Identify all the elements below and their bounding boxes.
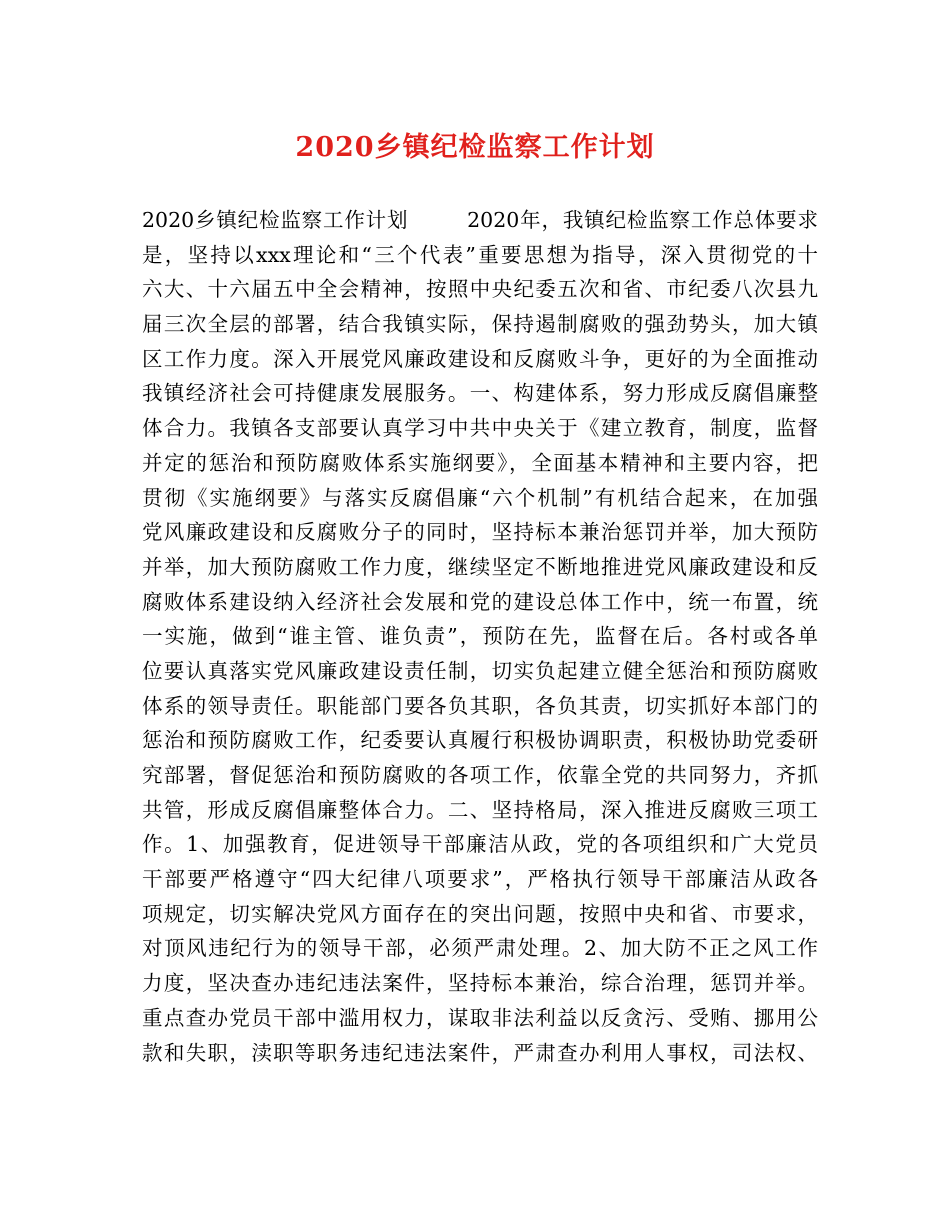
body-line: 体系的领导责任。职能部门要各负其职，各负其责，切实抓好本部门的 xyxy=(142,693,818,718)
body-line: 并举，加大预防腐败工作力度，继续坚定不断地推进党风廉政建设和反 xyxy=(142,554,818,579)
body-line: 党风廉政建设和反腐败分子的同时，坚持标本兼治惩罚并举，加大预防 xyxy=(142,520,818,545)
body-line: 区工作力度。深入开展党风廉政建设和反腐败斗争，更好的为全面推动 xyxy=(142,346,818,371)
body-line: 腐败体系建设纳入经济社会发展和党的建设总体工作中，统一布置，统 xyxy=(142,589,818,614)
body-line: 力度，坚决查办违纪违法案件，坚持标本兼治，综合治理，惩罚并举。 xyxy=(142,971,818,996)
body-line: 贯彻《实施纲要》与落实反腐倡廉“六个机制”有机结合起来，在加强 xyxy=(142,485,818,510)
body-line: 届三次全层的部署，结合我镇实际，保持遏制腐败的强劲势头，加大镇 xyxy=(142,312,818,337)
body-line: 并定的惩治和预防腐败体系实施纲要》，全面基本精神和主要内容，把 xyxy=(142,450,818,475)
body-line: 六大、十六届五中全会精神，按照中央纪委五次和省、市纪委八次县九 xyxy=(142,277,818,302)
body-line: 位要认真落实党风廉政建设责任制，切实负起建立健全惩治和预防腐败 xyxy=(142,658,818,683)
body-line: 我镇经济社会可持健康发展服务。一、构建体系，努力形成反腐倡廉整 xyxy=(142,381,818,406)
body-line: 2020乡镇纪检监察工作计划 2020年，我镇纪检监察工作总体要求 xyxy=(142,208,818,232)
body-line: 体合力。我镇各支部要认真学习中共中央关于《建立教育，制度，监督 xyxy=(142,416,818,441)
document-body xyxy=(142,203,818,1070)
body-line: 究部署，督促惩治和预防腐败的各项工作，依靠全党的共同努力，齐抓 xyxy=(142,763,818,787)
body-line: 干部要严格遵守“四大纪律八项要求”，严格执行领导干部廉洁从政各 xyxy=(142,867,818,892)
body-line: 一实施，做到“谁主管、谁负责”，预防在先，监督在后。各村或各单 xyxy=(142,624,818,649)
body-line: 惩治和预防腐败工作，纪委要认真履行积极协调职责，积极协助党委研 xyxy=(142,728,818,753)
body-line: 作。1、加强教育，促进领导干部廉洁从政，党的各项组织和广大党员 xyxy=(142,832,818,857)
body-line: 重点查办党员干部中滥用权力，谋取非法利益以反贪污、受贿、挪用公 xyxy=(142,1005,818,1030)
body-line: 对顶风违纪行为的领导干部，必须严肃处理。2、加大防不正之风工作 xyxy=(142,936,818,961)
body-line: 款和失职，渎职等职务违纪违法案件，严肃查办利用人事权，司法权、 xyxy=(142,1040,818,1065)
body-line: 是，坚持以xxx理论和“三个代表”重要思想为指导，深入贯彻党的十 xyxy=(142,242,818,267)
body-line: 共管，形成反腐倡廉整体合力。二、坚持格局，深入推进反腐败三项工 xyxy=(142,797,818,822)
body-line: 项规定，切实解决党风方面存在的突出问题，按照中央和省、市要求， xyxy=(142,901,818,926)
document-title: 2020乡镇纪检监察工作计划 xyxy=(295,132,655,163)
